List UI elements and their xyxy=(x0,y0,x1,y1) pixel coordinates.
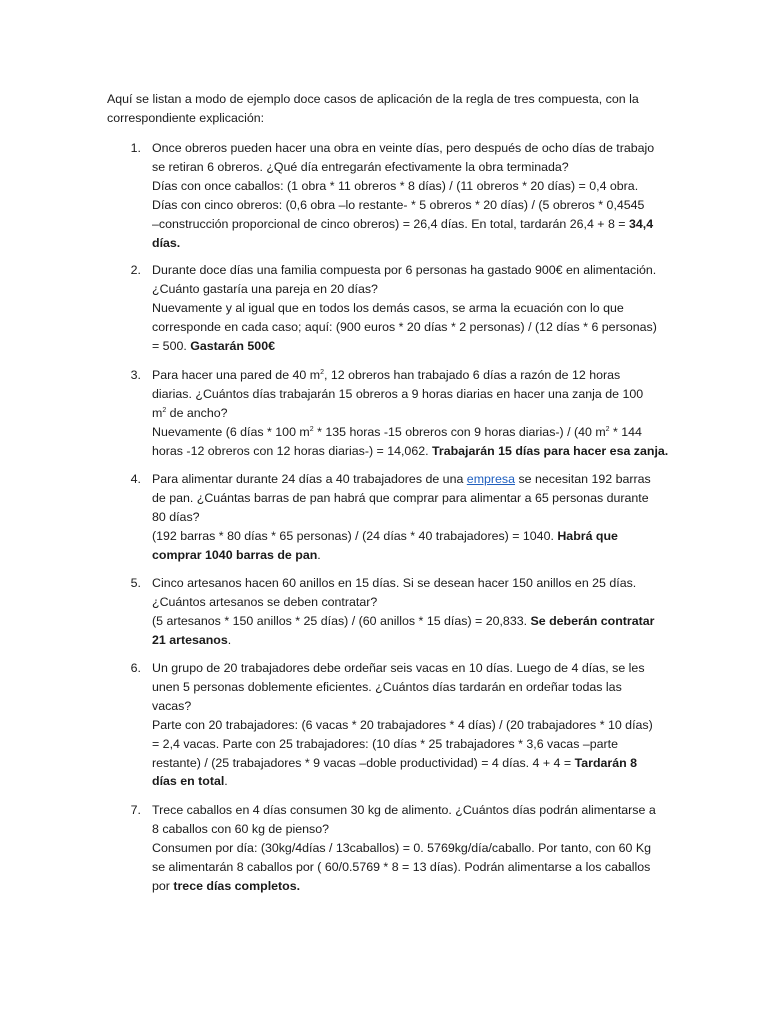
text-run: = 500. xyxy=(152,338,191,353)
text-line xyxy=(152,772,664,791)
text-run: restante) / (25 trabajadores * 9 vacas –doble productividad) = 4 días. 4 + 4 = xyxy=(152,755,575,770)
list-number: 4. xyxy=(130,472,141,486)
text-line: ¿Cuántos artesanos se deben contratar? xyxy=(152,594,378,609)
text-line: Días con once caballos: (1 obra * 11 obreros * 8 días) / (11 obreros * 20 días) = 0,4 obra. xyxy=(152,178,639,193)
text-line: unen 5 personas doblemente eficientes. ¿Cuántos días tardarán en ordeñar todas las xyxy=(152,679,622,694)
text-line: Consumen por día: (30kg/4días / 13caballos) = 0. 5769kg/día/caballo. Por tanto, con 60 Kg xyxy=(152,840,652,855)
superscript: 2 xyxy=(162,406,167,414)
intro-line: correspondiente explicación: xyxy=(107,110,265,125)
text-line xyxy=(152,215,664,234)
list-item-text xyxy=(152,261,664,356)
bold-answer: trece días completos. xyxy=(173,878,301,893)
text-line xyxy=(152,470,664,489)
list-item-text xyxy=(152,574,664,650)
list-number: 7. xyxy=(130,803,141,817)
text-line xyxy=(152,631,664,650)
text-run: Para alimentar durante 24 días a 40 trabajadores de una xyxy=(152,472,467,486)
text-run: (5 artesanos * 150 anillos * 25 días) / (60 anillos * 15 días) = 20,833. xyxy=(152,613,531,628)
superscript: 2 xyxy=(320,369,324,376)
text-run: (192 barras * 80 días * 65 personas) / (24 días * 40 trabajadores) = 1040. xyxy=(152,528,558,543)
text-line xyxy=(152,423,664,442)
superscript: 2 xyxy=(309,425,314,433)
text-line: 80 días? xyxy=(152,509,200,524)
text-run: , 12 obreros han trabajado 6 días a razón de 12 horas xyxy=(323,368,621,382)
text-run: . xyxy=(224,774,228,789)
empresa-link[interactable]: empresa xyxy=(466,472,516,486)
text-line xyxy=(152,527,664,546)
bold-answer: Tardarán 8 xyxy=(574,755,638,770)
text-line xyxy=(152,337,664,356)
intro-line: Aquí se listan a modo de ejemplo doce casos de aplicación de la regla de tres compuesta, con la xyxy=(107,92,639,106)
text-line xyxy=(152,366,664,385)
text-run: . xyxy=(317,547,321,562)
superscript: 2 xyxy=(605,425,610,433)
list-number: 1. xyxy=(130,141,141,155)
text-line: Un grupo de 20 trabajadores debe ordeñar seis vacas en 10 días. Luego de 4 días, se les xyxy=(152,661,645,675)
text-line: Días con cinco obreros: (0,6 obra –lo restante- * 5 obreros * 20 días) / (5 obreros * 0,4545 xyxy=(152,197,645,212)
text-line: se alimentarán 8 caballos por ( 60/0.5769 * 8 = 13 días). Podrán alimentarse a los caballos xyxy=(152,859,651,874)
text-run: * 135 horas -15 obreros con 9 horas diarias-) / (40 m xyxy=(313,424,606,439)
bold-answer: Se deberán contratar xyxy=(530,613,655,628)
text-run: * 144 xyxy=(609,424,642,439)
text-line xyxy=(152,234,664,253)
intro-paragraph xyxy=(107,90,667,128)
text-line: Nuevamente y al igual que en todos los demás casos, se arma la ecuación con lo que xyxy=(152,300,624,315)
bold-answer: comprar 1040 barras de pan xyxy=(152,547,318,562)
text-run: de ancho? xyxy=(166,405,228,420)
text-line: Durante doce días una familia compuesta por 6 personas ha gastado 900€ en alimentación. xyxy=(152,263,657,277)
text-line xyxy=(152,546,664,565)
text-line: Once obreros pueden hacer una obra en veinte días, pero después de ocho días de trabajo xyxy=(152,141,655,155)
bold-answer: días en total xyxy=(152,774,225,789)
text-run: m xyxy=(152,405,163,420)
bold-answer: Trabajarán 15 días para hacer esa zanja. xyxy=(431,443,669,458)
list-number: 3. xyxy=(130,368,141,382)
text-line xyxy=(152,754,664,773)
text-run: por xyxy=(152,878,174,893)
list-number: 6. xyxy=(130,661,141,675)
text-line: de pan. ¿Cuántas barras de pan habrá que comprar para alimentar a 65 personas durante xyxy=(152,490,649,505)
list-item-text xyxy=(152,801,664,896)
list-item-text xyxy=(152,139,664,252)
text-line: Trece caballos en 4 días consumen 30 kg de alimento. ¿Cuántos días podrán alimentarse a xyxy=(152,803,656,817)
text-line xyxy=(152,612,664,631)
text-run: horas -12 obreros con 12 horas diarias-) = 14,062. xyxy=(152,443,432,458)
list-number: 2. xyxy=(130,263,141,277)
text-line: 8 caballos con 60 kg de pienso? xyxy=(152,821,330,836)
text-line: = 2,4 vacas. Parte con 25 trabajadores: (10 días * 25 trabajadores * 3,6 vacas –parte xyxy=(152,736,618,751)
list-item-text xyxy=(152,366,669,461)
bold-answer: días. xyxy=(152,235,181,250)
text-line: se retiran 6 obreros. ¿Qué día entregarán efectivamente la obra terminada? xyxy=(152,159,569,174)
list-item-text xyxy=(152,470,664,565)
text-line: corresponde en cada caso; aquí: (900 euros * 20 días * 2 personas) / (12 días * 6 personas) xyxy=(152,319,657,334)
text-line: Cinco artesanos hacen 60 anillos en 15 días. Si se desean hacer 150 anillos en 25 días. xyxy=(152,576,637,590)
text-line xyxy=(152,877,664,896)
list-number: 5. xyxy=(130,576,141,590)
bold-answer: 21 artesanos xyxy=(152,632,228,647)
bold-answer: Habrá que xyxy=(557,528,618,543)
text-line xyxy=(152,442,669,461)
text-run: Para hacer una pared de 40 m xyxy=(152,368,321,382)
bold-answer: 34,4 xyxy=(629,216,654,231)
text-run: –construcción proporcional de cinco obreros) = 26,4 días. En total, tardarán 26,4 + 8 = xyxy=(152,216,629,231)
text-line: vacas? xyxy=(152,698,192,713)
list-item-text xyxy=(152,659,664,791)
text-line xyxy=(152,404,664,423)
text-run: se necesitan 192 barras xyxy=(515,472,651,486)
text-line: diarias. ¿Cuántos días trabajarán 15 obreros a 9 horas diarias en hacer una zanja de 100 xyxy=(152,386,644,401)
text-line: ¿Cuánto gastaría una pareja en 20 días? xyxy=(152,281,378,296)
text-run: Nuevamente (6 días * 100 m xyxy=(152,424,310,439)
bold-answer: Gastarán 500€ xyxy=(190,338,275,353)
text-line: Parte con 20 trabajadores: (6 vacas * 20 trabajadores * 4 días) / (20 trabajadores * 10 días) xyxy=(152,717,653,732)
text-run: . xyxy=(227,632,232,647)
